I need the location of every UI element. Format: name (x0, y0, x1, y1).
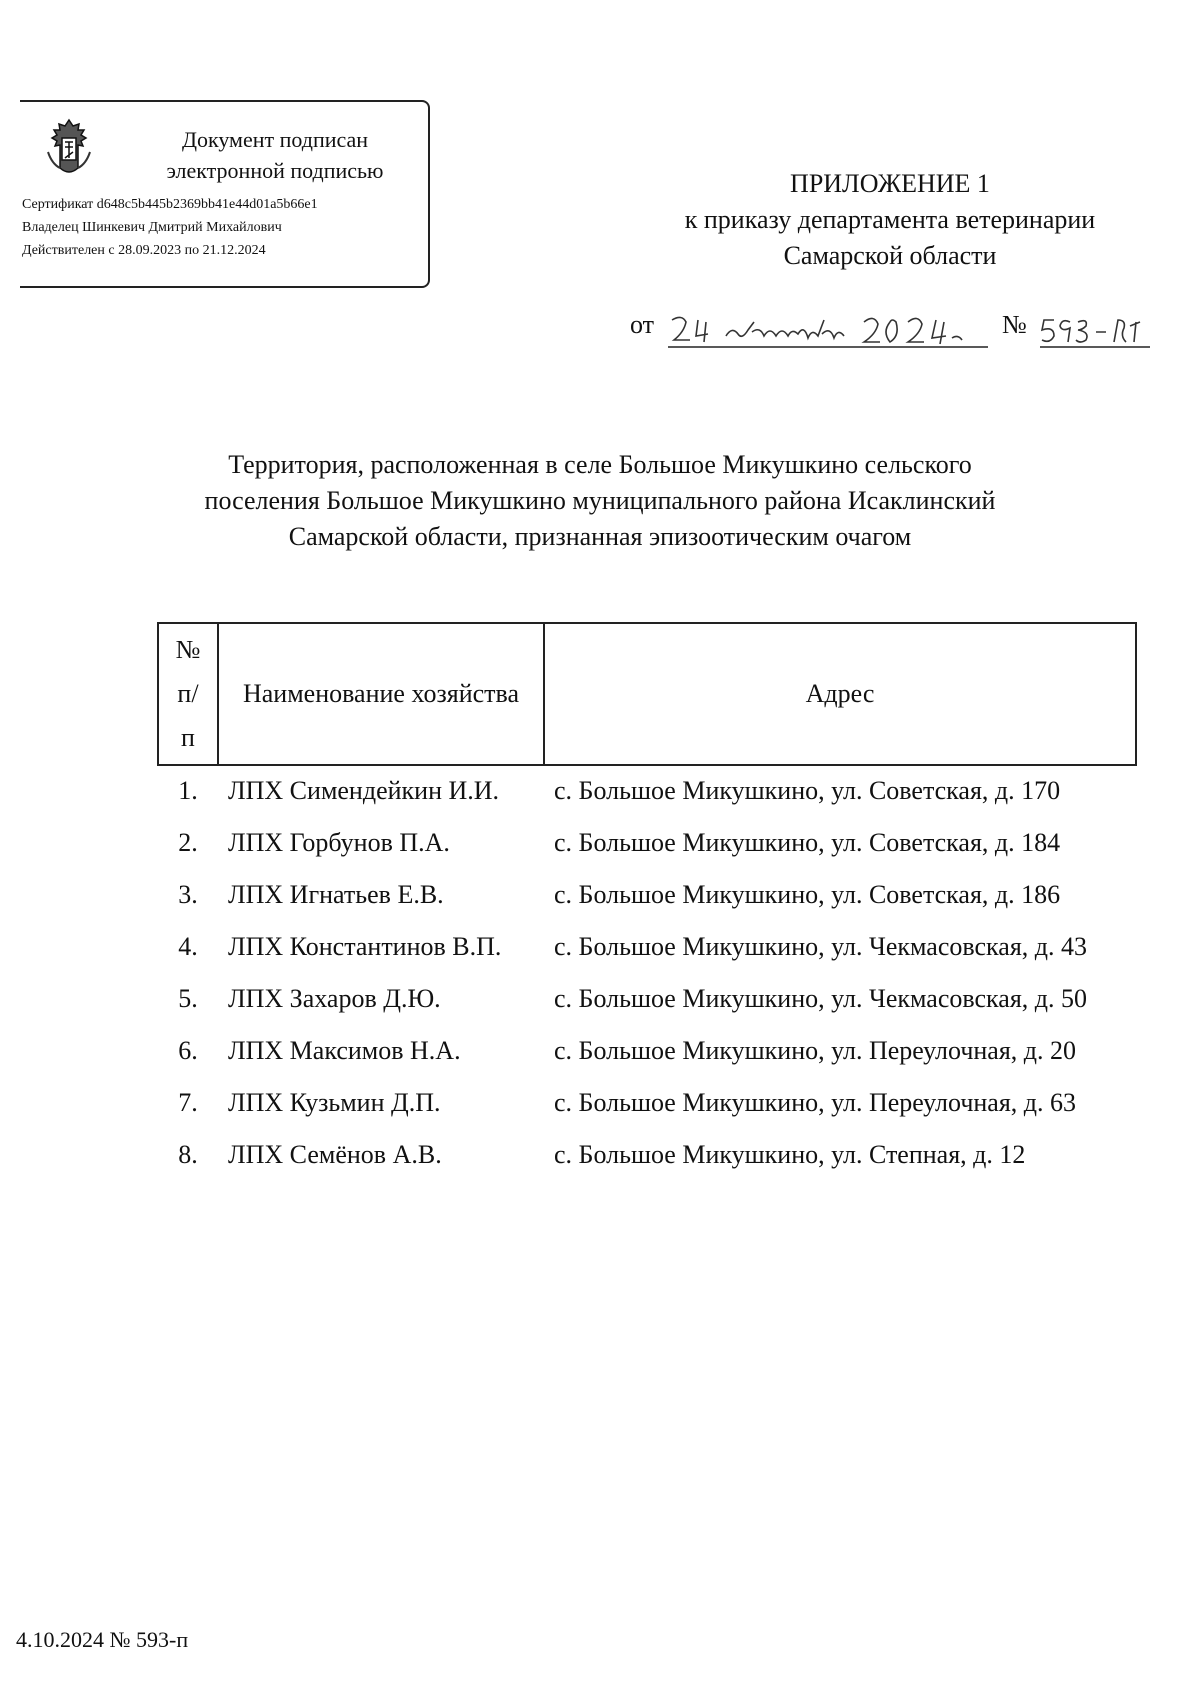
appendix-region: Самарской области (783, 241, 997, 270)
appendix-order-ref: к приказу департамента ветеринарии (684, 205, 1096, 234)
row-address: с. Большое Микушкино, ул. Чекмасовская, д. 50 (554, 984, 1087, 1013)
row-number: 8. (178, 1140, 198, 1169)
table-row (158, 974, 1136, 1026)
header-address: Адрес (544, 623, 1136, 765)
row-address: с. Большое Микушкино, ул. Чекмасовская, д. 43 (554, 932, 1087, 961)
row-address: с. Большое Микушкино, ул. Степная, д. 12 (554, 1140, 1026, 1169)
header-farm-name: Наименование хозяйства (218, 623, 544, 765)
row-number: 3. (178, 880, 198, 909)
table-row (158, 1026, 1136, 1078)
row-farm-name: ЛПХ Захаров Д.Ю. (228, 984, 441, 1013)
row-number: 7. (178, 1088, 198, 1117)
row-farm-name: ЛПХ Кузьмин Д.П. (228, 1088, 441, 1117)
stamp-certificate: Сертификат d648c5b445b2369bb41e44d01a5b66e1 (22, 197, 318, 212)
stamp-owner: Владелец Шинкевич Дмитрий Михайлович (22, 220, 282, 235)
order-date-number-line (630, 310, 1140, 350)
table-row (158, 818, 1136, 870)
appendix-header (640, 166, 1140, 274)
row-address: с. Большое Микушкино, ул. Переулочная, д. 20 (554, 1036, 1077, 1065)
row-address: с. Большое Микушкино, ул. Советская, д. 184 (554, 828, 1061, 857)
table-row (158, 870, 1136, 922)
heading-line-1: Территория, расположенная в селе Большое Микушкино сельского (228, 450, 972, 479)
table-row (158, 1078, 1136, 1130)
row-farm-name: ЛПХ Игнатьев Е.В. (228, 880, 444, 909)
number-label: № (1002, 310, 1027, 339)
stamp-validity: Действителен с 28.09.2023 по 21.12.2024 (22, 243, 266, 258)
electronic-signature-stamp (20, 100, 430, 288)
row-number: 4. (178, 932, 198, 961)
handwritten-date (668, 314, 988, 348)
appendix-title: ПРИЛОЖЕНИЕ 1 (790, 169, 990, 198)
row-farm-name: ЛПХ Симендейкин И.И. (228, 776, 500, 805)
row-address: с. Большое Микушкино, ул. Советская, д. 170 (554, 776, 1061, 805)
row-farm-name: ЛПХ Константинов В.П. (228, 932, 502, 961)
stamp-title: Документ подписан электронной подписью (166, 127, 384, 183)
row-farm-name: ЛПХ Семёнов А.В. (228, 1140, 442, 1169)
footer-registration: 4.10.2024 № 593-п (16, 1627, 189, 1652)
row-farm-name: ЛПХ Горбунов П.А. (228, 828, 450, 857)
document-heading (160, 447, 1040, 555)
heading-line-3: Самарской области, признанная эпизоотическим очагом (288, 522, 912, 551)
table-row (158, 922, 1136, 974)
table-header-row (158, 623, 1136, 765)
row-number: 5. (178, 984, 198, 1013)
table-row (158, 1130, 1136, 1182)
heading-line-2: поселения Большое Микушкино муниципального района Исаклинский (204, 486, 996, 515)
row-farm-name: ЛПХ Максимов Н.А. (228, 1036, 461, 1065)
coat-of-arms-icon (38, 116, 100, 178)
table-row (158, 765, 1136, 818)
row-number: 6. (178, 1036, 198, 1065)
header-number: № п/ п (158, 623, 218, 765)
handwritten-number (1040, 314, 1150, 348)
row-number: 2. (178, 828, 198, 857)
row-number: 1. (178, 776, 198, 805)
farms-table (157, 622, 1137, 1182)
row-address: с. Большое Микушкино, ул. Переулочная, д. 63 (554, 1088, 1077, 1117)
date-from-label: от (630, 310, 655, 339)
row-address: с. Большое Микушкино, ул. Советская, д. 186 (554, 880, 1061, 909)
